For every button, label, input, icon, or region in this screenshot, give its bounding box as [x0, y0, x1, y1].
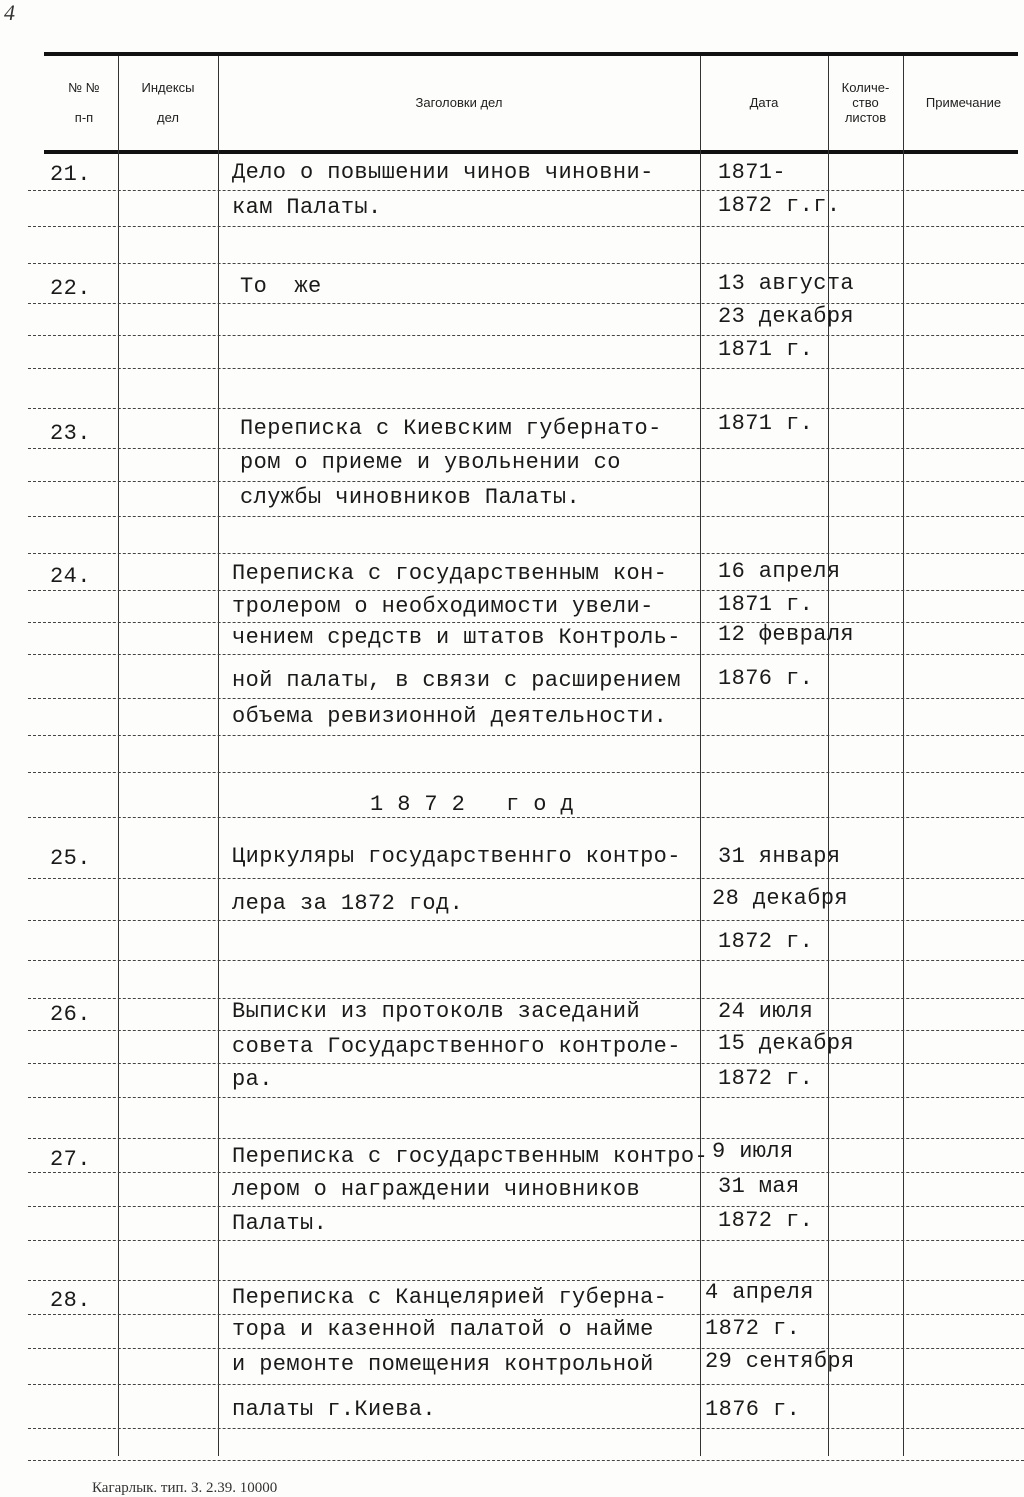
- entry-number: 24.: [50, 564, 91, 589]
- entry-date-line: 1872 г.: [718, 929, 814, 954]
- ruled-line: [28, 920, 1024, 921]
- entry-number: 25.: [50, 846, 91, 871]
- entry-date-line: 1871 г.: [718, 337, 814, 362]
- entry-title-line: Палаты.: [232, 1211, 328, 1236]
- entry-title-line: палаты г.Киева.: [232, 1397, 437, 1422]
- entry-number: 22.: [50, 276, 91, 301]
- header-count: Количе- ство листов: [841, 80, 890, 125]
- header-bottom-rule: [44, 150, 1018, 154]
- entry-title-line: кам Палаты.: [232, 195, 382, 220]
- printer-imprint: Кагарлык. тип. З. 2.39. 10000: [92, 1480, 278, 1496]
- header-top-rule: [44, 52, 1018, 56]
- entry-title-line: и ремонте помещения контрольной: [232, 1352, 654, 1377]
- entry-date-line: 1872 г.: [718, 1066, 814, 1091]
- entry-date-line: 1876 г.: [705, 1397, 801, 1422]
- ruled-line: [28, 772, 1024, 773]
- entry-date-line: 4 апреля: [705, 1280, 814, 1305]
- entry-title-line: Выписки из протоколв заседаний: [232, 999, 641, 1024]
- ruled-line: [28, 1030, 1024, 1031]
- entry-date-line: 24 июля: [718, 999, 814, 1024]
- ruled-line: [28, 190, 1024, 191]
- entry-number: 21.: [50, 162, 91, 187]
- entry-date-line: 31 января: [718, 844, 841, 869]
- ruled-line: [28, 1063, 1024, 1064]
- entry-title-line: То же: [240, 274, 322, 299]
- entry-title-line: Переписка с Киевским губернато-: [240, 416, 662, 441]
- ruled-line: [28, 553, 1024, 554]
- entry-title-line: ной палаты, в связи с расширением: [232, 668, 681, 693]
- entry-date-line: 1872 г.: [718, 1208, 814, 1233]
- entry-title-line: Дело о повышении чинов чиновни-: [232, 160, 654, 185]
- entry-title-line: чением средств и штатов Контроль-: [232, 625, 681, 650]
- ruled-line: [28, 698, 1024, 699]
- column-divider: [903, 56, 904, 1456]
- entry-date-line: 1871 г.: [718, 592, 814, 617]
- entry-title-line: ром о приеме и увольнении со: [240, 450, 621, 475]
- entry-title-line: объема ревизионной деятельности.: [232, 704, 668, 729]
- header-index: Индексы дел: [141, 80, 195, 125]
- page-number-mark: 4: [4, 0, 15, 25]
- entry-title-line: ра.: [232, 1067, 273, 1092]
- entry-number: 26.: [50, 1002, 91, 1027]
- entry-date-line: 29 сентября: [705, 1349, 855, 1374]
- entry-date-line: 1876 г.: [718, 666, 814, 691]
- ruled-line: [28, 1428, 1024, 1429]
- entry-number: 28.: [50, 1288, 91, 1313]
- entry-title-line: совета Государственного контроле-: [232, 1034, 681, 1059]
- entry-title-line: Переписка с Канцелярией губерна-: [232, 1285, 668, 1310]
- entry-date-line: 12 февраля: [718, 622, 855, 647]
- ruled-line: [28, 303, 1024, 304]
- ruled-line: [28, 735, 1024, 736]
- ruled-line: [28, 335, 1024, 336]
- header-num: № № п-п: [68, 80, 100, 125]
- entry-date-line: 1872 г.г.: [718, 193, 841, 218]
- header-title: Заголовки дел: [415, 95, 503, 110]
- entry-title-line: Переписка с государственным кон-: [232, 561, 668, 586]
- entry-date-line: 28 декабря: [712, 886, 849, 911]
- column-divider: [218, 56, 219, 1456]
- ruled-line: [28, 1280, 1024, 1281]
- ruled-line: [28, 408, 1024, 409]
- entry-date-line: 1871-: [718, 160, 787, 185]
- ruled-line: [28, 590, 1024, 591]
- column-divider: [828, 56, 829, 1456]
- column-divider: [700, 56, 701, 1456]
- entry-title-line: Циркуляры государственнго контро-: [232, 844, 681, 869]
- entry-date-line: 1871 г.: [718, 411, 814, 436]
- ruled-line: [28, 226, 1024, 227]
- entry-date-line: 16 апреля: [718, 559, 841, 584]
- header-note: Примечание: [925, 95, 1002, 110]
- header-date: Дата: [749, 95, 779, 110]
- entry-title-line: службы чиновников Палаты.: [240, 485, 581, 510]
- entry-title-line: лера за 1872 год.: [232, 891, 464, 916]
- entry-title-line: тролером о необходимости увели-: [232, 594, 654, 619]
- year-heading: 1 8 7 2 г о д: [370, 792, 575, 817]
- ruled-line: [28, 1240, 1024, 1241]
- ruled-line: [28, 1172, 1024, 1173]
- ruled-line: [28, 368, 1024, 369]
- column-divider: [118, 56, 119, 1456]
- ruled-line: [28, 622, 1024, 623]
- ruled-line: [28, 263, 1024, 264]
- ruled-line: [28, 1097, 1024, 1098]
- ruled-line: [28, 481, 1024, 482]
- entry-date-line: 9 июля: [712, 1139, 794, 1164]
- ruled-line: [28, 1138, 1024, 1139]
- entry-date-line: 31 мая: [718, 1174, 800, 1199]
- entry-date-line: 15 декабря: [718, 1031, 855, 1056]
- ruled-line: [28, 1206, 1024, 1207]
- entry-date-line: 13 августа: [718, 271, 855, 296]
- ruled-line: [28, 654, 1024, 655]
- entry-date-line: 23 декабря: [718, 304, 855, 329]
- entry-title-line: лером о награждении чиновников: [232, 1177, 641, 1202]
- entry-number: 23.: [50, 421, 91, 446]
- entry-number: 27.: [50, 1147, 91, 1172]
- ruled-line: [28, 878, 1024, 879]
- ruled-line: [28, 516, 1024, 517]
- ruled-line: [28, 1348, 1024, 1349]
- ruled-line: [28, 1314, 1024, 1315]
- ruled-line: [28, 1384, 1024, 1385]
- entry-title-line: Переписка с государственным контро-: [232, 1144, 709, 1169]
- ruled-line: [28, 448, 1024, 449]
- ruled-line: [28, 1460, 1024, 1461]
- entry-date-line: 1872 г.: [705, 1316, 801, 1341]
- ruled-line: [28, 960, 1024, 961]
- entry-title-line: тора и казенной палатой о найме: [232, 1317, 654, 1342]
